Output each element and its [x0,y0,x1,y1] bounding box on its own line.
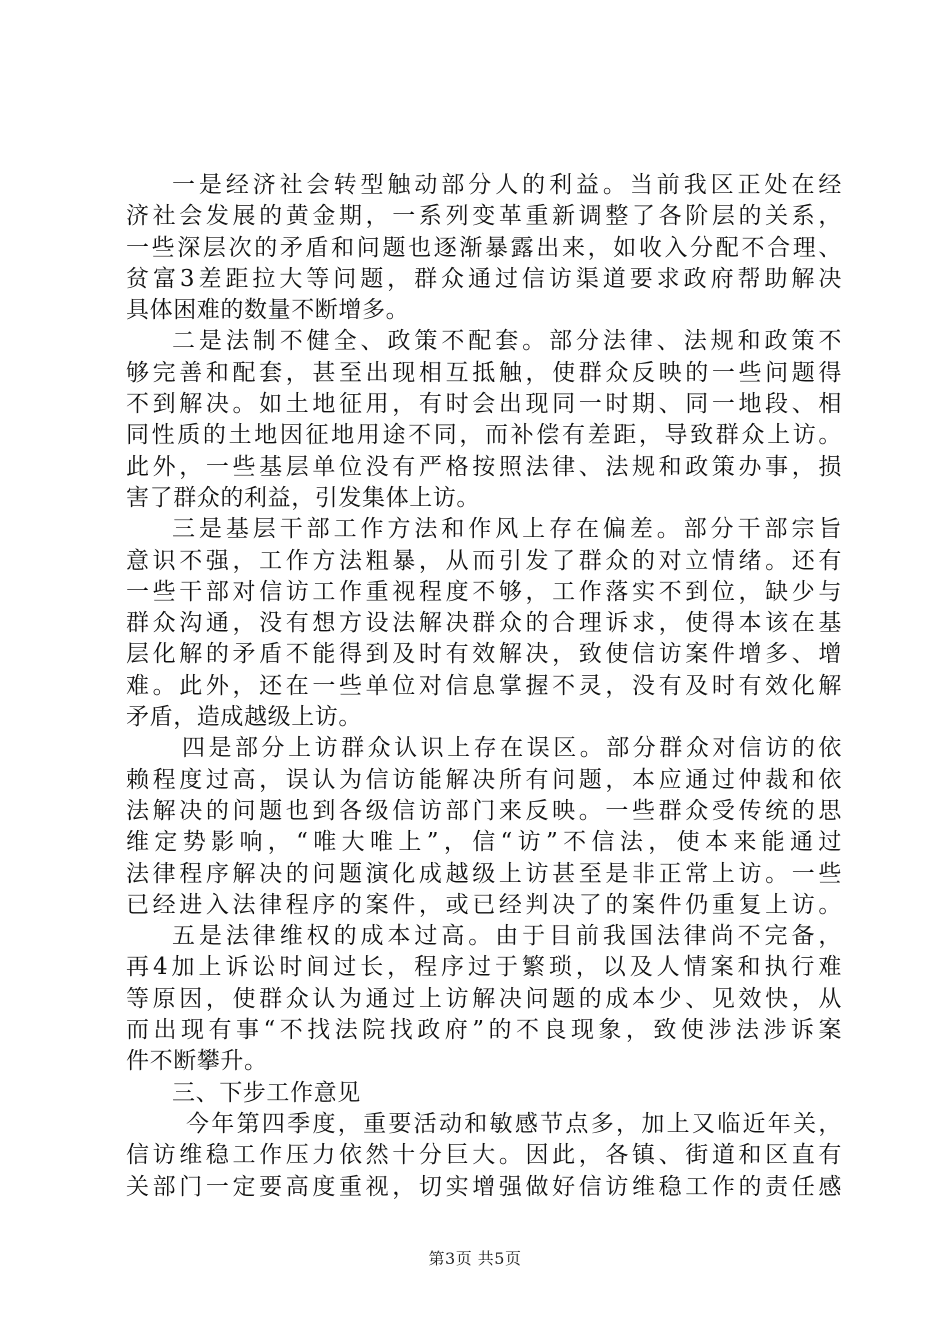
paragraph-line: 贫富3差距拉大等问题，群众通过信访渠道要求政府帮助解决 [126,265,842,292]
paragraph-line: 一些深层次的矛盾和问题也逐渐暴露出来，如收入分配不合理、 [126,234,842,261]
paragraph-line: 今年第四季度，重要活动和敏感节点多，加上又临近年关， [186,1110,842,1137]
paragraph-line: 件不断攀升。 [126,1048,268,1075]
paragraph-line: 三是基层干部工作方法和作风上存在偏差。部分干部宗旨 [172,516,842,543]
paragraph-line: 赖程度过高，误认为信访能解决所有问题，本应通过仲裁和依 [126,766,842,793]
paragraph-line: 济社会发展的黄金期，一系列变革重新调整了各阶层的关系， [126,203,842,230]
paragraph-line: 层化解的矛盾不能得到及时有效解决，致使信访案件增多、增 [126,641,842,668]
paragraph-line: 法律程序解决的问题演化成越级上访甚至是非正常上访。一些 [126,860,842,887]
paragraph-line: 同性质的土地因征地用途不同，而补偿有差距，导致群众上访。 [126,422,842,449]
paragraph-line: 意识不强，工作方法粗暴，从而引发了群众的对立情绪。还有 [126,547,842,574]
paragraph-line: 信访维稳工作压力依然十分巨大。因此，各镇、街道和区直有 [126,1142,842,1169]
page-number-footer: 第3页 共5页 [428,1249,522,1268]
paragraph-line: 不到解决。如土地征用，有时会出现同一时期、同一地段、相 [126,391,842,418]
paragraph-line: 法解决的问题也到各级信访部门来反映。一些群众受传统的思 [126,797,842,824]
paragraph-line: 一是经济社会转型触动部分人的利益。当前我区正处在经 [172,172,842,198]
paragraph-line: 难。此外，还在一些单位对信息掌握不灵，没有及时有效化解 [126,672,842,699]
paragraph-line: 维定势影响，“唯大唯上”，信“访”不信法，使本来能通过 [126,829,842,856]
paragraph-line: 矛盾，造成越级上访。 [126,704,362,731]
paragraph-line: 二是法制不健全、政策不配套。部分法律、法规和政策不 [172,328,842,355]
paragraph-line: 再4加上诉讼时间过长，程序过于繁琐，以及人情案和执行难 [126,954,842,981]
section-heading: 三、下步工作意见 [172,1079,361,1106]
paragraph-line: 群众沟通，没有想方设法解决群众的合理诉求，使得本该在基 [126,610,842,637]
paragraph-line: 害了群众的利益，引发集体上访。 [126,484,480,511]
paragraph-line: 等原因，使群众认为通过上访解决问题的成本少、见效快，从 [126,985,842,1012]
document-body [126,170,842,1203]
paragraph-line: 够完善和配套，甚至出现相互抵触，使群众反映的一些问题得 [126,359,842,386]
paragraph-line: 而出现有事“不找法院找政府”的不良现象，致使涉法涉诉案 [126,1017,842,1044]
paragraph-line: 此外，一些基层单位没有严格按照法律、法规和政策办事，损 [126,453,842,480]
paragraph-line: 已经进入法律程序的案件，或已经判决了的案件仍重复上访。 [126,891,842,918]
paragraph-line: 五是法律维权的成本过高。由于目前我国法律尚不完备， [172,923,842,950]
paragraph-line: 关部门一定要高度重视，切实增强做好信访维稳工作的责任感 [126,1173,842,1200]
paragraph-line: 一些干部对信访工作重视程度不够，工作落实不到位，缺少与 [126,578,842,605]
paragraph-line: 四是部分上访群众认识上存在误区。部分群众对信访的依 [182,735,842,762]
paragraph-line: 具体困难的数量不断增多。 [126,297,410,324]
